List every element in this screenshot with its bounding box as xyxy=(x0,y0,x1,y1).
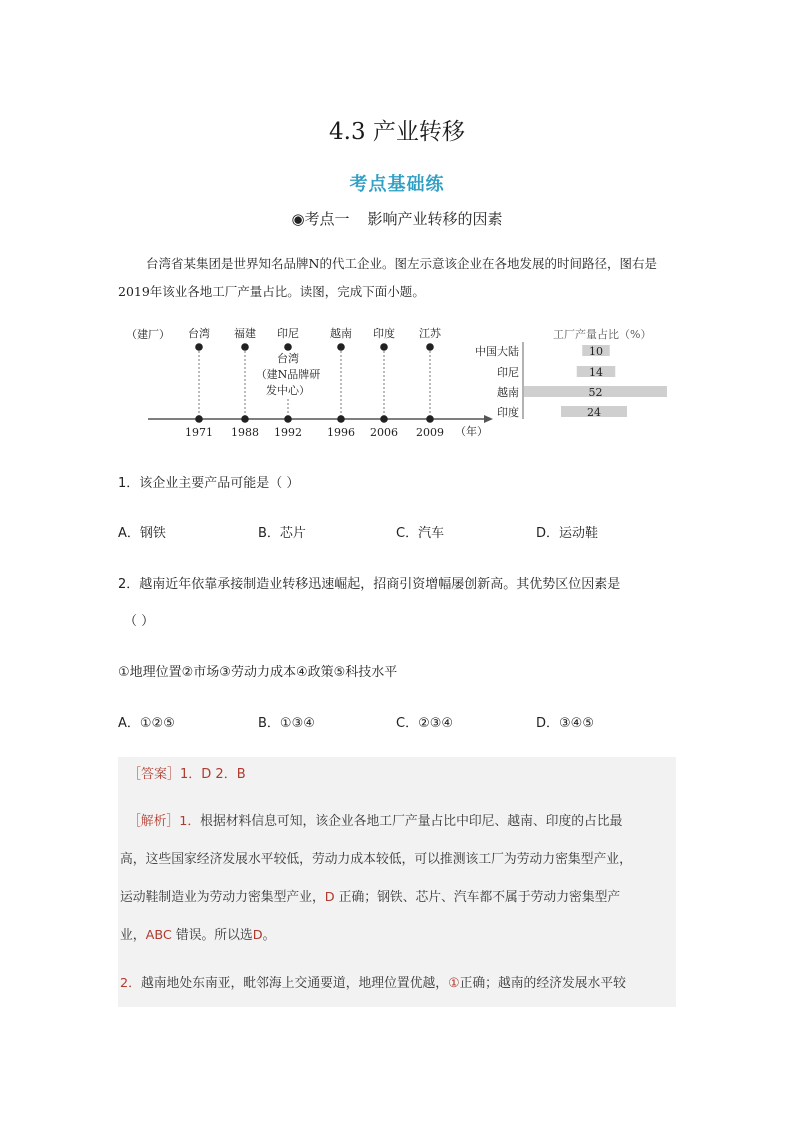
analysis-text-1: 根据材料信息可知，该企业各地工厂产量占比中印尼、越南、印度的占比最 xyxy=(200,814,623,829)
analysis-text-4b: ABC xyxy=(145,928,172,943)
timeline-events xyxy=(185,326,444,439)
timeline-arrow-icon xyxy=(484,415,493,423)
timeline-axis-dot xyxy=(337,415,345,423)
timeline-top-dot xyxy=(337,343,345,351)
question-2-stem-cont: （ ） xyxy=(124,614,155,629)
q2-option-d[interactable]: D．③④⑤ xyxy=(536,716,594,731)
timeline-top-dot xyxy=(426,343,434,351)
q1-option-b[interactable]: B．芯片 xyxy=(258,526,306,541)
analysis-text-5b: 越南地处东南亚，毗邻海上交通要道，地理位置优越， xyxy=(140,976,449,991)
topic-label: 影响产业转移的因素 xyxy=(367,210,503,228)
q2-option-b[interactable]: B．①③④ xyxy=(258,716,315,731)
bar-category-label: 印度 xyxy=(497,406,519,419)
analysis-text-5d: 正确；越南的经济发展水平较 xyxy=(459,976,626,991)
q2-option-c[interactable]: C．②③④ xyxy=(396,716,454,731)
timeline-axis-dot xyxy=(284,415,292,423)
bar-value-label: 10 xyxy=(589,345,603,358)
q1-option-c[interactable]: C．汽车 xyxy=(396,526,445,541)
timeline-axis-dot xyxy=(241,415,249,423)
analysis-line-1 xyxy=(128,803,673,841)
q1-option-a[interactable]: A．钢铁 xyxy=(118,526,166,541)
bar-category-label: 中国大陆 xyxy=(475,345,519,358)
timeline-top-dot xyxy=(195,343,203,351)
timeline-year-unit: （年） xyxy=(455,425,488,438)
analysis-line-2: 高，这些国家经济发展水平较低，劳动力成本较低，可以推测该工厂为劳动力密集型产业， xyxy=(120,852,632,867)
analysis-text-5a: 2． xyxy=(120,976,141,991)
analysis-line-4 xyxy=(120,917,672,955)
chart-title: 工厂产量占比（%） xyxy=(553,328,652,341)
q2-option-a[interactable]: A．①②⑤ xyxy=(118,716,175,731)
timeline-place-label: 江苏 xyxy=(419,327,441,340)
timeline-axis-dot xyxy=(426,415,434,423)
timeline-note-line: （建N品牌研 xyxy=(255,368,321,381)
analysis-tag: ［解析］ xyxy=(128,814,180,829)
analysis-text-3a: 运动鞋制造业为劳动力密集型产业， xyxy=(120,890,325,905)
timeline-note-line: 发中心） xyxy=(266,384,310,397)
analysis-line-3 xyxy=(120,879,672,917)
answer-line xyxy=(128,763,246,782)
analysis-text-4c: 错误。所以选 xyxy=(171,928,253,943)
bar-value-label: 24 xyxy=(587,406,601,419)
analysis-text-4d: D xyxy=(252,928,263,943)
question-1-stem: 1．该企业主要产品可能是（ ） xyxy=(118,476,300,491)
timeline-top-dot xyxy=(284,343,292,351)
analysis-text-3b: D xyxy=(324,890,335,905)
timeline-year-label: 2006 xyxy=(370,426,398,439)
bar-category-label: 印尼 xyxy=(497,366,519,379)
timeline-year-label: 1988 xyxy=(231,426,259,439)
answer-text: 1．D 2．B xyxy=(180,767,246,782)
timeline-top-dot xyxy=(241,343,249,351)
analysis-text-4e: 。 xyxy=(262,928,276,943)
timeline-year-label: 1971 xyxy=(185,426,213,439)
timeline-axis-dot xyxy=(380,415,388,423)
timeline-left-label: （建厂） xyxy=(126,328,170,341)
analysis-text-3c: 正确；钢铁、芯片、汽车都不属于劳动力密集型产 xyxy=(334,890,621,905)
section-subtitle: 考点基础练 xyxy=(349,174,445,195)
bar-value-label: 14 xyxy=(589,366,603,379)
question-2-factors: ①地理位置②市场③劳动力成本④政策⑤科技水平 xyxy=(118,665,398,680)
bar-category-label: 越南 xyxy=(497,386,519,399)
timeline-place-label: 印度 xyxy=(373,327,395,340)
bar-chart xyxy=(475,344,667,419)
question-2-stem: 2．越南近年依靠承接制造业转移迅速崛起，招商引资增幅屡创新高。其优势区位因素是 xyxy=(118,577,621,592)
topic-heading xyxy=(0,208,794,229)
timeline-place-label: 印尼 xyxy=(277,327,299,340)
analysis-text-5c: ① xyxy=(448,976,460,991)
analysis-line-5 xyxy=(120,965,672,1003)
timeline-year-label: 2009 xyxy=(416,426,444,439)
timeline-note-line: 台湾 xyxy=(277,352,299,365)
analysis-text-4a: 业， xyxy=(120,928,146,943)
analysis-lead: 1． xyxy=(179,814,201,829)
q1-option-d[interactable]: D．运动鞋 xyxy=(536,526,599,541)
topic-marker: ◉考点一 xyxy=(291,210,350,228)
timeline-place-label: 越南 xyxy=(330,327,352,340)
timeline-top-dot xyxy=(380,343,388,351)
timeline-place-label: 台湾 xyxy=(188,327,210,340)
timeline-figure xyxy=(0,322,794,442)
answer-tag: ［答案］ xyxy=(128,767,181,782)
timeline-year-label: 1992 xyxy=(274,426,302,439)
bar-value-label: 52 xyxy=(588,386,603,399)
timeline-place-label: 福建 xyxy=(234,327,256,340)
timeline-year-label: 1996 xyxy=(327,426,355,439)
intro-paragraph: 台湾省某集团是世界知名品牌N的代工企业。图左示意该企业在各地发展的时间路径，图右是2019年该业各地工厂产量占比。读图，完成下面小题。 xyxy=(118,256,657,299)
timeline-axis-dot xyxy=(195,415,203,423)
page-title: 4.3 产业转移 xyxy=(329,119,465,145)
